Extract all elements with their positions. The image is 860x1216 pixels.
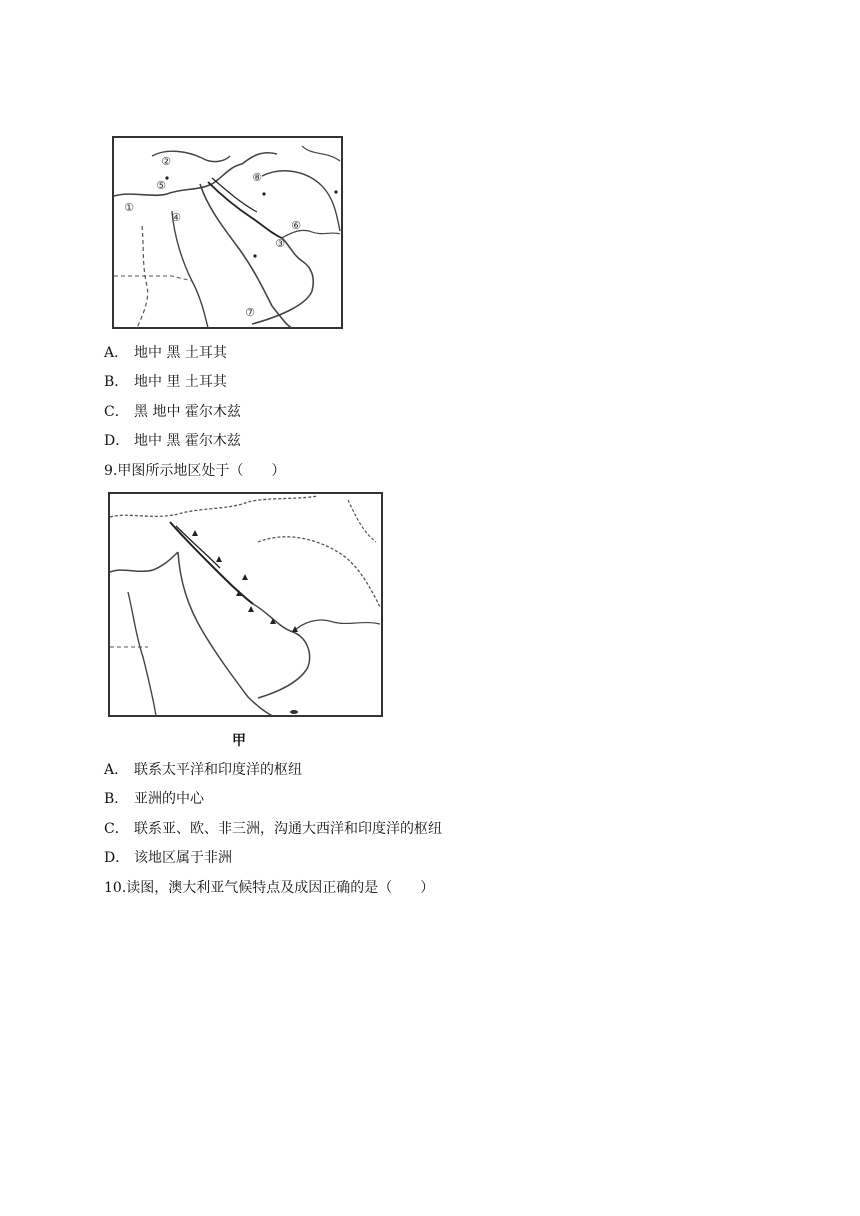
option-letter: B．: [104, 791, 129, 807]
option-letter: D．: [104, 433, 130, 449]
option-letter: D．: [104, 850, 130, 866]
option-letter: C．: [104, 821, 129, 837]
q9-stem: 9.甲图所示地区处于（ ）: [104, 463, 286, 479]
marker-5: ⑤: [156, 179, 166, 192]
q9-option-c[interactable]: [104, 820, 442, 838]
marker-8: ⑧: [252, 171, 262, 184]
q8-option-d[interactable]: [104, 432, 241, 450]
map-caption: 甲: [232, 733, 246, 749]
q9-option-a[interactable]: [104, 761, 302, 779]
marker-1: ①: [124, 201, 134, 214]
marker-3: ③: [275, 237, 285, 250]
option-text: 该地区属于非洲: [134, 850, 232, 866]
option-text: 地中 里 土耳其: [134, 374, 227, 390]
marker-4: ④: [171, 211, 181, 224]
option-letter: A．: [104, 345, 129, 361]
option-text: 联系亚、欧、非三洲，沟通大西洋和印度洋的枢纽: [134, 821, 442, 837]
marker-2: ②: [161, 155, 171, 168]
middle-east-map-jia: [108, 492, 384, 718]
q8-option-c[interactable]: [104, 403, 241, 421]
middle-east-map-numbered: [112, 136, 344, 330]
q9-option-b[interactable]: [104, 790, 204, 808]
option-text: 地中 黑 霍尔木兹: [134, 433, 241, 449]
marker-7: ⑦: [245, 306, 255, 319]
option-text: 黑 地中 霍尔木兹: [134, 404, 241, 420]
option-text: 联系太平洋和印度洋的枢纽: [134, 762, 302, 778]
q8-option-b[interactable]: [104, 373, 227, 391]
q8-option-a[interactable]: [104, 344, 227, 362]
option-text: 亚洲的中心: [134, 791, 204, 807]
q9-option-d[interactable]: [104, 849, 232, 867]
marker-6: ⑥: [291, 219, 301, 232]
option-letter: B．: [104, 374, 129, 390]
option-letter: C．: [104, 404, 129, 420]
option-text: 地中 黑 土耳其: [134, 345, 227, 361]
q10-stem: 10.读图，澳大利亚气候特点及成因正确的是（ ）: [104, 880, 435, 896]
option-letter: A．: [104, 762, 129, 778]
